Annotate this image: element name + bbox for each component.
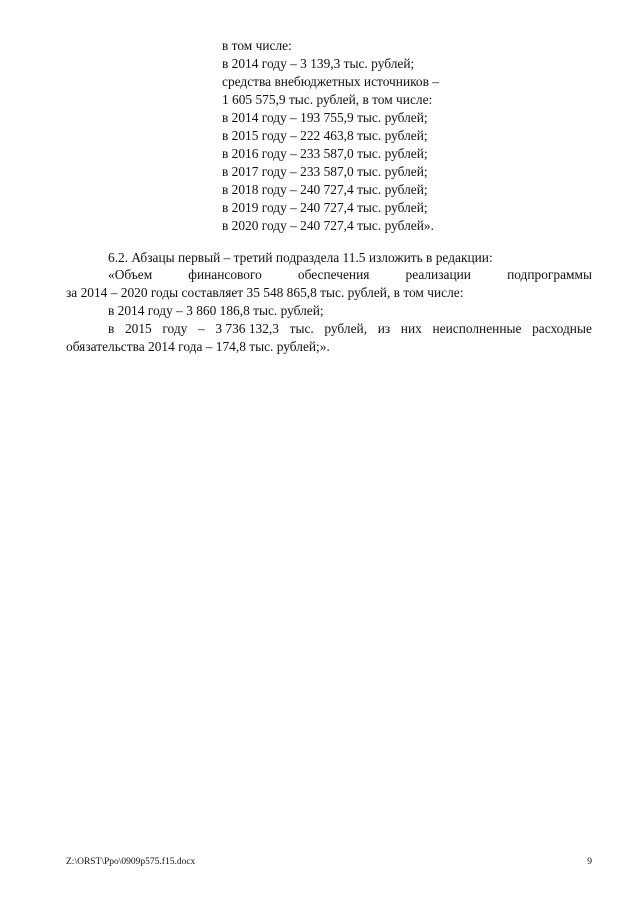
- word: –: [198, 321, 205, 336]
- page-number: 9: [587, 857, 592, 867]
- financing-list-line: в 2017 году – 233 587,0 тыс. рублей;: [222, 164, 428, 179]
- word: 2015: [124, 321, 152, 336]
- word: расходные: [532, 321, 592, 336]
- word: «Объем: [108, 267, 153, 282]
- financing-list-line: в 2014 году – 193 755,9 тыс. рублей;: [222, 110, 428, 125]
- financing-list-line: в том числе:: [222, 38, 292, 53]
- word: неисполненные: [432, 321, 522, 336]
- word: году: [162, 321, 188, 336]
- word: из: [377, 321, 391, 336]
- word: рублей,: [324, 321, 368, 336]
- word: них: [400, 321, 422, 336]
- word: реализации: [405, 267, 471, 282]
- word: обеспечения: [297, 267, 370, 282]
- paragraph-2: в 2014 году – 3 860 186,8 тыс. рублей;: [108, 303, 324, 318]
- word: 3 736 132,3: [215, 321, 279, 336]
- financing-list-line: средства внебюджетных источников –: [222, 74, 439, 89]
- word: тыс.: [289, 321, 314, 336]
- word: подпрограммы: [507, 267, 592, 282]
- financing-list-line: 1 605 575,9 тыс. рублей, в том числе:: [222, 92, 433, 107]
- financing-list-line: в 2016 году – 233 587,0 тыс. рублей;: [222, 146, 428, 161]
- word: в: [108, 321, 115, 336]
- financing-list-line: в 2019 году – 240 727,4 тыс. рублей;: [222, 200, 428, 215]
- financing-list-line: в 2014 году – 3 139,3 тыс. рублей;: [222, 56, 415, 71]
- word: финансового: [188, 267, 262, 282]
- footer-file-path: Z:\ORST\Ppo\0909p575.f15.docx: [66, 857, 196, 867]
- financing-list-line: в 2018 году – 240 727,4 тыс. рублей;: [222, 182, 428, 197]
- section-heading: 6.2. Абзацы первый – третий подраздела 11.5 изложить в редакции:: [108, 250, 493, 265]
- paragraph-1-line-1: [108, 266, 592, 284]
- financing-list-line: в 2015 году – 222 463,8 тыс. рублей;: [222, 128, 428, 143]
- paragraph-3-line-2: обязательства 2014 года – 174,8 тыс. рублей;».: [66, 339, 330, 354]
- paragraph-1-line-2: за 2014 – 2020 годы составляет 35 548 865,8 тыс. рублей, в том числе:: [66, 285, 464, 300]
- paragraph-3-line-1: [108, 320, 592, 338]
- financing-list-line: в 2020 году – 240 727,4 тыс. рублей».: [222, 218, 434, 233]
